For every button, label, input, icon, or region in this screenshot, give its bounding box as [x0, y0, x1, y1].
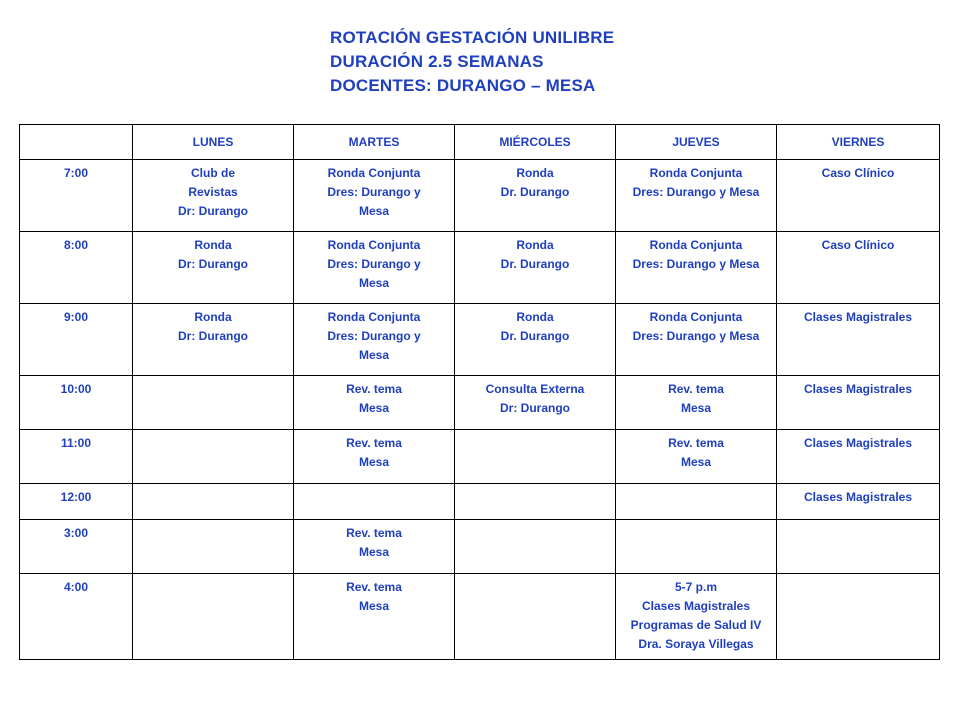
schedule-cell	[294, 484, 455, 520]
cell-text: Dr. Durango	[500, 329, 570, 343]
schedule-cell	[133, 484, 294, 520]
schedule-cell	[133, 232, 294, 304]
table-row	[20, 160, 940, 232]
cell-text: Dr. Durango	[500, 257, 570, 271]
cell-text: Mesa	[358, 401, 390, 415]
cell-text: Programas de Salud IV	[630, 618, 762, 632]
schedule-cell	[455, 376, 616, 430]
cell-text: Dres: Durango y	[327, 257, 421, 271]
table-row	[20, 376, 940, 430]
cell-text: Clases Magistrales	[803, 382, 913, 396]
schedule-cell	[777, 520, 940, 574]
schedule-cell	[777, 304, 940, 376]
cell-text: Ronda Conjunta	[649, 166, 743, 180]
schedule-cell	[294, 160, 455, 232]
cell-text: Rev. tema	[668, 382, 724, 396]
cell-text: Clases Magistrales	[803, 310, 913, 324]
header-cell-lunes: LUNES	[133, 125, 294, 160]
title-line-1: ROTACIÓN GESTACIÓN UNILIBRE	[330, 28, 615, 47]
schedule-cell	[777, 376, 940, 430]
table-row	[20, 232, 940, 304]
cell-text: Dr: Durango	[178, 257, 248, 271]
schedule-cell	[455, 232, 616, 304]
cell-text: Ronda	[516, 238, 554, 252]
schedule-cell	[455, 160, 616, 232]
cell-text: Dres: Durango y Mesa	[632, 185, 760, 199]
cell-text: Rev. tema	[346, 526, 402, 540]
cell-text: 5-7 p.m	[674, 580, 717, 594]
schedule-cell	[777, 232, 940, 304]
schedule-cell	[616, 430, 777, 484]
header-cell-time	[20, 125, 133, 160]
table-row	[20, 304, 940, 376]
title-line-3: DOCENTES: DURANGO – MESA	[330, 76, 596, 95]
cell-text: Revistas	[188, 185, 238, 199]
schedule-cell	[294, 304, 455, 376]
cell-text: Mesa	[680, 401, 712, 415]
cell-text: Ronda	[516, 310, 554, 324]
cell-text: Ronda Conjunta	[327, 166, 421, 180]
schedule-cell	[455, 520, 616, 574]
time-cell: 4:00	[20, 574, 133, 660]
schedule-cell	[455, 430, 616, 484]
schedule-cell	[616, 376, 777, 430]
header-cell-jueves: JUEVES	[616, 125, 777, 160]
cell-text: Ronda	[194, 310, 232, 324]
cell-text: Club de	[191, 166, 235, 180]
cell-text: Mesa	[358, 276, 390, 290]
header-cell-miercoles: MIÉRCOLES	[455, 125, 616, 160]
cell-text: Ronda Conjunta	[327, 238, 421, 252]
time-cell: 9:00	[20, 304, 133, 376]
schedule-cell	[133, 520, 294, 574]
schedule-table	[19, 124, 940, 660]
cell-text: Ronda	[516, 166, 554, 180]
table-row	[20, 574, 940, 660]
title-line-2: DURACIÓN 2.5 SEMANAS	[330, 52, 544, 71]
cell-text: Dr. Durango	[500, 185, 570, 199]
header-row	[20, 125, 940, 160]
cell-text: Rev. tema	[346, 436, 402, 450]
schedule-cell	[455, 304, 616, 376]
schedule-cell	[777, 484, 940, 520]
time-cell: 10:00	[20, 376, 133, 430]
schedule-cell	[133, 376, 294, 430]
schedule-cell	[294, 376, 455, 430]
time-cell: 3:00	[20, 520, 133, 574]
schedule-cell	[616, 160, 777, 232]
cell-text: Dr: Durango	[178, 204, 248, 218]
schedule-cell	[294, 520, 455, 574]
cell-text: Dr: Durango	[500, 401, 570, 415]
cell-text: Mesa	[680, 455, 712, 469]
cell-text: Ronda Conjunta	[327, 310, 421, 324]
cell-text: Dres: Durango y	[327, 329, 421, 343]
header-cell-martes: MARTES	[294, 125, 455, 160]
schedule-cell	[455, 484, 616, 520]
schedule-cell	[616, 232, 777, 304]
document-title	[330, 26, 614, 98]
schedule-cell	[616, 574, 777, 660]
cell-text: Mesa	[358, 348, 390, 362]
cell-text: Clases Magistrales	[803, 490, 913, 504]
cell-text: Rev. tema	[668, 436, 724, 450]
table-row	[20, 484, 940, 520]
schedule-cell	[616, 484, 777, 520]
table-row	[20, 430, 940, 484]
cell-text: Mesa	[358, 545, 390, 559]
schedule-cell	[777, 430, 940, 484]
cell-text: Dres: Durango y Mesa	[632, 257, 760, 271]
cell-text: Dr: Durango	[178, 329, 248, 343]
cell-text: Ronda Conjunta	[649, 238, 743, 252]
schedule-cell	[616, 304, 777, 376]
cell-text: Caso Clínico	[821, 166, 895, 180]
cell-text: Consulta Externa	[485, 382, 585, 396]
cell-text: Rev. tema	[346, 580, 402, 594]
schedule-cell	[133, 430, 294, 484]
cell-text: Ronda	[194, 238, 232, 252]
schedule-cell	[294, 232, 455, 304]
cell-text: Ronda Conjunta	[649, 310, 743, 324]
time-cell: 11:00	[20, 430, 133, 484]
schedule-cell	[294, 430, 455, 484]
schedule-cell	[616, 520, 777, 574]
cell-text: Mesa	[358, 455, 390, 469]
schedule-cell	[133, 574, 294, 660]
cell-text: Dres: Durango y	[327, 185, 421, 199]
schedule-cell	[133, 160, 294, 232]
cell-text: Rev. tema	[346, 382, 402, 396]
table-row	[20, 520, 940, 574]
schedule-cell	[133, 304, 294, 376]
time-cell: 7:00	[20, 160, 133, 232]
time-cell: 12:00	[20, 484, 133, 520]
cell-text: Mesa	[358, 599, 390, 613]
schedule-body	[20, 160, 940, 660]
cell-text: Dra. Soraya Villegas	[638, 637, 754, 651]
schedule-cell	[777, 574, 940, 660]
cell-text: Mesa	[358, 204, 390, 218]
cell-text: Clases Magistrales	[803, 436, 913, 450]
cell-text: Caso Clínico	[821, 238, 895, 252]
header-cell-viernes: VIERNES	[777, 125, 940, 160]
time-cell: 8:00	[20, 232, 133, 304]
schedule-cell	[294, 574, 455, 660]
cell-text: Dres: Durango y Mesa	[632, 329, 760, 343]
cell-text: Clases Magistrales	[641, 599, 751, 613]
schedule-cell	[455, 574, 616, 660]
schedule-cell	[777, 160, 940, 232]
